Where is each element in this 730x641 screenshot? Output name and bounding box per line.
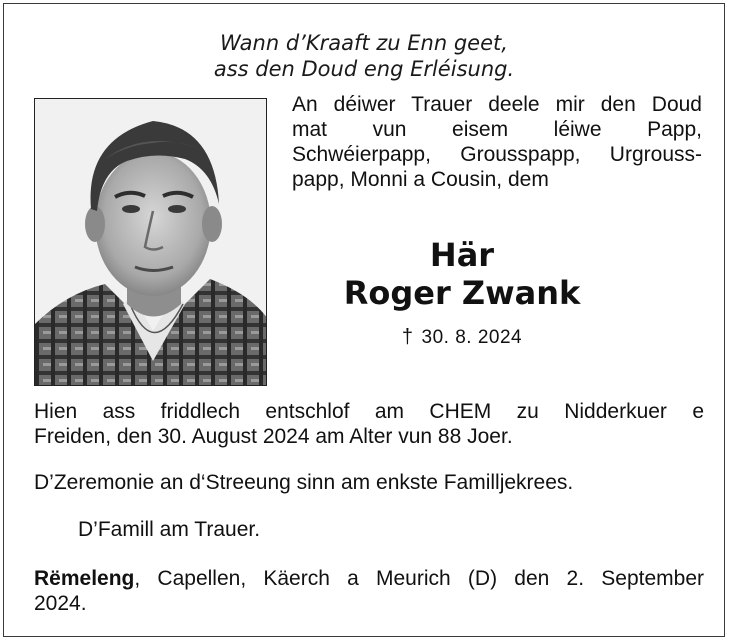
- place-date-line-1: [34, 566, 704, 591]
- passing-line-1: Hien ass friddlech entschlof am CHEM zu Nidderkuer e: [34, 400, 704, 423]
- obituary-card: [3, 3, 725, 637]
- motto-line-2: ass den Doud eng Erléisung.: [213, 57, 515, 81]
- ceremony-text: D’Zeremonie an d‘Streeung sinn am enkste Familljekrees.: [34, 471, 574, 494]
- ceremony-paragraph: [34, 470, 704, 495]
- motto: [4, 30, 724, 82]
- intro-line-4: papp, Monni a Cousin, dem: [292, 168, 549, 191]
- intro-line-3: Schwéierpapp, Grousspapp, Urgrouss-: [292, 143, 702, 166]
- place-date-rest: , Capellen, Käerch a Meurich (D) den 2. September: [134, 567, 704, 590]
- intro-text: [292, 92, 702, 192]
- death-date-line: [292, 326, 632, 349]
- family-signoff: [34, 517, 704, 542]
- honorific-title: Här: [429, 236, 495, 274]
- place-name: Rëmeleng: [34, 567, 135, 590]
- portrait-photo: [34, 98, 267, 386]
- portrait-illustration: [35, 99, 267, 386]
- passing-line-2: Freiden, den 30. August 2024 am Alter vun 88 Joer.: [34, 425, 513, 448]
- place-date-paragraph: [34, 566, 704, 616]
- intro-line-2: mat vun eisem léiwe Papp,: [292, 118, 702, 141]
- death-date: 30. 8. 2024: [421, 327, 523, 348]
- place-date-line-2: 2024.: [34, 592, 87, 615]
- deceased-name: Roger Zwank: [343, 274, 581, 312]
- motto-line-1: Wann d’Kraaft zu Enn geet,: [220, 31, 508, 55]
- cross-icon: †: [401, 326, 414, 348]
- deceased-name-block: [292, 236, 632, 349]
- passing-paragraph: [34, 399, 704, 449]
- intro-line-1: An déiwer Trauer deele mir den Doud: [292, 93, 702, 116]
- family-signoff-text: D’Famill am Trauer.: [78, 518, 261, 541]
